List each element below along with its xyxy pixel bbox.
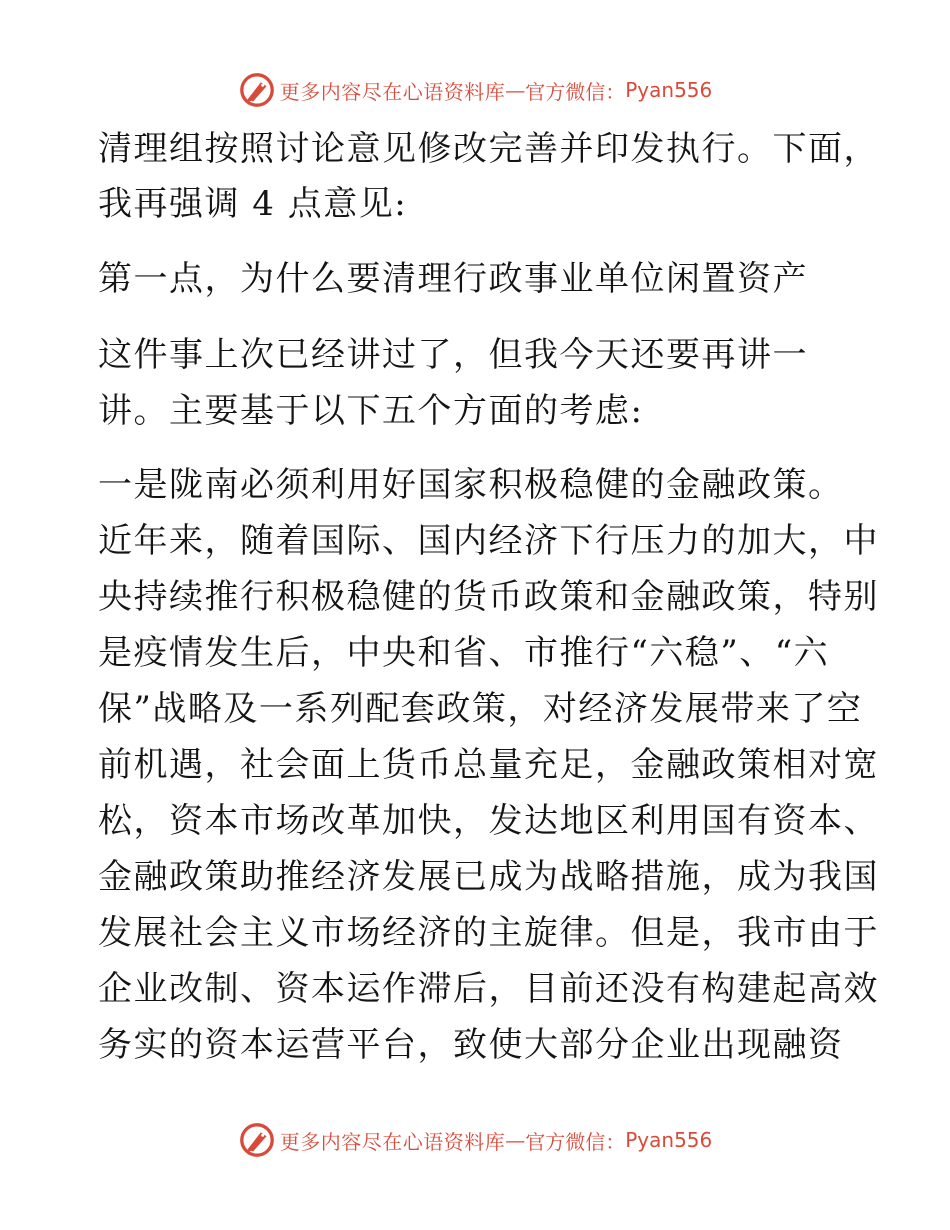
- watermark-wechat-id: Pyan556: [625, 78, 713, 102]
- section-heading: 第一点，为什么要清理行政事业单位闲置资产: [98, 259, 808, 299]
- body-line-9: 是疫情发生后，中央和省、市推行“六稳”、“六: [98, 633, 830, 673]
- watermark-wechat-id: Pyan556: [625, 1128, 713, 1152]
- body-line-2: 我再强调 4 点意见:: [98, 184, 408, 224]
- body-line-13: 金融政策助推经济发展已成为战略措施，成为我国: [98, 857, 879, 897]
- body-line-15: 企业改制、资本运作滞后，目前还没有构建起高效: [98, 969, 879, 1009]
- body-line-5: 讲。主要基于以下五个方面的考虑:: [98, 391, 644, 431]
- watermark-label: 官方微信：: [525, 1129, 626, 1154]
- watermark-text: 更多内容尽在心语资料库: [279, 79, 506, 104]
- body-line-14: 发展社会主义市场经济的主旋律。但是，我市由于: [98, 913, 879, 953]
- body-line-10: 保”战略及一系列配套政策，对经济发展带来了空: [98, 689, 863, 729]
- footer-watermark: [0, 1118, 950, 1162]
- watermark-label: 官方微信：: [525, 79, 626, 104]
- body-line-8: 央持续推行积极稳健的货币政策和金融政策，特别: [98, 577, 879, 617]
- body-line-6: 一是陇南必须利用好国家积极稳健的金融政策。: [98, 465, 844, 505]
- watermark-separator: —: [505, 1128, 526, 1152]
- watermark-separator: —: [505, 78, 526, 102]
- body-line-7: 近年来，随着国际、国内经济下行压力的加大，中: [98, 521, 879, 561]
- pen-nib-icon: [238, 1121, 276, 1159]
- body-line-11: 前机遇，社会面上货币总量充足，金融政策相对宽: [98, 745, 879, 785]
- watermark-text: 更多内容尽在心语资料库: [279, 1129, 506, 1154]
- body-line-4: 这件事上次已经讲过了，但我今天还要再讲一: [98, 335, 808, 375]
- body-line-12: 松，资本市场改革加快，发达地区利用国有资本、: [98, 801, 879, 841]
- body-line-1: 清理组按照讨论意见修改完善并印发执行。下面，: [98, 129, 879, 169]
- body-line-16: 务实的资本运营平台，致使大部分企业出现融资: [98, 1025, 844, 1065]
